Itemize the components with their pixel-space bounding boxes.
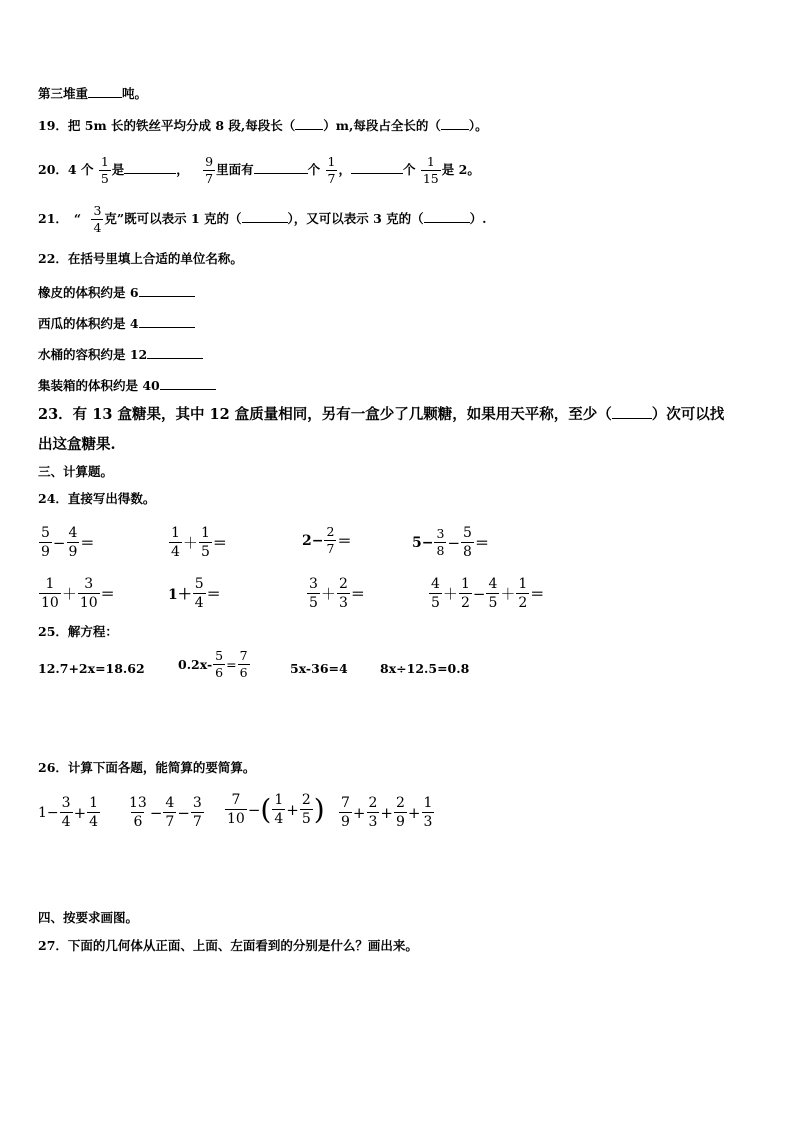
question-21: 21． “ $\frac{3}{4}$ 克”既可以表示 1 克的（ ），又可以表示 3 克的（ ）. (38, 203, 487, 235)
question-19: 19．把 5m 长的铁丝平均分成 8 段,每段长（ ）m,每段占全长的（ ）。 (38, 118, 488, 133)
answer-blank[interactable] (424, 209, 470, 223)
equation-1: 12.7+2x=18.62 (38, 661, 145, 676)
question-23-line2: 出这盒糖果. (38, 436, 116, 453)
equation-4: 8x÷12.5=0.8 (380, 661, 470, 676)
q18-tail: 第三堆重 吨。 (38, 86, 148, 101)
q24-expr: $\frac{1}{10}$ ＋ $\frac{3}{10}$ ＝ (41, 576, 115, 611)
equation-2: 0.2x- $\frac{5}{6}$ = $\frac{7}{6}$ (178, 648, 248, 680)
answer-blank[interactable] (254, 160, 308, 174)
q24-expr: 5− $\frac{3}{8}$ − $\frac{5}{8}$ ＝ (412, 525, 489, 560)
q26-expr: $\frac{13}{6}$ − $\frac{4}{7}$ − $\frac{3}{7}$ (129, 795, 202, 830)
answer-blank[interactable] (612, 405, 652, 419)
equation-3: 5x-36=4 (290, 661, 348, 676)
question-27: 27．下面的几何体从正面、上面、左面看到的分别是什么？画出来。 (38, 938, 418, 953)
answer-blank[interactable] (441, 116, 469, 130)
answer-blank[interactable] (124, 160, 176, 174)
q22-item: 西瓜的体积约是 4 (38, 314, 195, 332)
question-22-title: 22．在括号里填上合适的单位名称。 (38, 251, 243, 266)
q24-expr: $\frac{5}{9}$ − $\frac{4}{9}$ ＝ (41, 525, 95, 560)
question-20: 20．4 个 $\frac{1}{5}$ 是 ， $\frac{9}{7}$ 里面有 个 $\frac{1}{7}$ ， 个 $\frac{1}{15}$ 是 2。 (38, 154, 480, 186)
fraction: $\frac{3}{4}$ (93, 203, 102, 235)
question-25-title: 25．解方程： (38, 624, 118, 639)
answer-blank[interactable] (242, 209, 288, 223)
answer-blank[interactable] (139, 314, 195, 328)
answer-blank[interactable] (295, 116, 323, 130)
q26-expr: 1− $\frac{3}{4}$ + $\frac{1}{4}$ (38, 795, 99, 830)
answer-blank[interactable] (160, 376, 216, 390)
fraction: $\frac{1}{7}$ (327, 154, 336, 186)
q24-expr: $\frac{4}{5}$ ＋ $\frac{1}{2}$ − $\frac{4}{5}$ ＋ $\frac{1}{2}$ ＝ (431, 576, 545, 611)
q22-item: 橡皮的体积约是 6 (38, 283, 195, 301)
q24-expr: 1＋ $\frac{5}{4}$ ＝ (168, 576, 221, 611)
q24-expr: 2− $\frac{2}{7}$ ＝ (302, 524, 352, 556)
q22-item: 水桶的容积约是 12 (38, 345, 203, 363)
answer-blank[interactable] (351, 160, 403, 174)
question-24-title: 24．直接写出得数。 (38, 491, 156, 506)
q26-expr: $\frac{7}{10}$ − ( $\frac{1}{4}$ + $\frac{2}{5}$ ) (227, 792, 325, 827)
q24-expr: $\frac{1}{4}$ ＋ $\frac{1}{5}$ ＝ (171, 525, 227, 560)
q24-expr: $\frac{3}{5}$ ＋ $\frac{2}{3}$ ＝ (309, 576, 365, 611)
answer-blank[interactable] (147, 345, 203, 359)
section-4-title: 四、按要求画图。 (38, 910, 139, 925)
section-3-title: 三、计算题。 (38, 464, 114, 479)
fraction: $\frac{1}{15}$ (422, 154, 439, 186)
answer-blank[interactable] (88, 84, 122, 98)
answer-blank[interactable] (139, 283, 195, 297)
fraction: $\frac{9}{7}$ (205, 154, 214, 186)
fraction: $\frac{1}{5}$ (100, 154, 109, 186)
q22-item: 集装箱的体积约是 40 (38, 376, 216, 394)
question-26-title: 26．计算下面各题，能简算的要简算。 (38, 760, 256, 775)
question-23-line1: 23．有 13 盒糖果，其中 12 盒质量相同，另有一盒少了几颗糖，如果用天平称，至少（ ）次可以找 (38, 406, 725, 423)
q26-expr: $\frac{7}{9}$ + $\frac{2}{3}$ + $\frac{2}{9}$ + $\frac{1}{3}$ (341, 795, 433, 830)
